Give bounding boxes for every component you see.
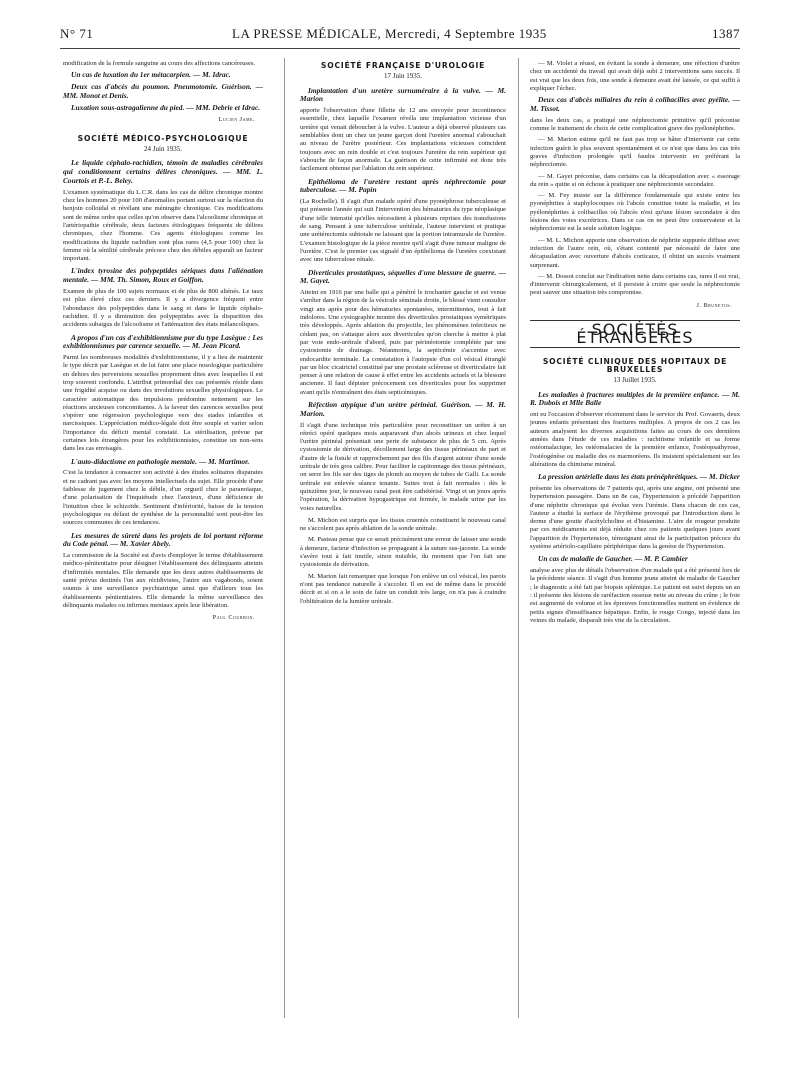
article	[530, 555, 740, 625]
page-number: 1387	[712, 26, 740, 41]
column-1	[63, 60, 263, 633]
discussion-paragraph: M. Michon est surpris que les tissus cruentés constituent le nouveau canal ne s'accolent pas après ablation de la sonde urétrale.	[300, 516, 506, 533]
society-heading: SOCIÉTÉ CLINIQUE DES HOPITAUX DE BRUXELLES	[542, 356, 728, 374]
article-title: Un cas de luxation du 1er métacarpien. — M. Idrac.	[71, 70, 231, 80]
signature: J. Brunetos.	[696, 301, 732, 309]
article-text: Il s'agit d'une technique très particulière pour reconstituer un urètre à un rétréci opéré quelques mois auparavant d'un abcès urineux et chez lequel l'urètre périnéal présentait une perte de substance de plus de 5 cm. Après cystostomie de dérivation, décollement large des tissus périnéaux de part et d'autre de la fistule et rapprochement par des fils d'argent autour d'une sonde urétrale de très gros calibre. Pour faciliter le capitonnage des tissus périnéaux, on serre les fils sur des tiges de plomb au moyen de tubes de Galli. La sonde urétrale est enlevée séance tenante. Suites tout à fait normales : dès le quinzième jour, le nouveau canal peut être cathétérisé. Vingt et un jours après l'opération, la dérivation hypogastrique est fermée, le malade urine par les voies naturelles.	[300, 421, 506, 512]
article-text: apporte l'observation d'une fillette de 12 ans envoyée pour incontinence essentielle, chez laquelle l'examen révéla une implantation vicieuse d'un uretère qui venait déboucher à la vulve. L'auteur a déjà observé plusieurs cas semblables dont un chez un jeune garçon dont l'uretère anormal s'abouchait au niveau de l'urètre postérieur. Ces implantations vicieuses coïncident toujours avec un rein double et c'est toujours l'uretère du rein supérieur qui s'abouche de façon anormale. La guérison de cette infirmité est donc très facilement obtenue par l'ablation du rein supérieur.	[300, 107, 506, 173]
article-text: analyse avec plus de détails l'observation d'un malade qui a été présenté lors de la précédente séance. Il s'agit d'un homme jeune atteint de maladie de Gaucher ; le diagnostic a été fait par biopsie splénique. Le patient est suivi depuis un an : il présente des lésions de raréfaction osseuse nette au niveau du crâne ; le foie est augmenté de volume et les épreuves fonctionnelles mettent en évidence de petits signes d'insuffisance hépatique. Enfin, le rouge Congo, injecté dans les veines du malade, disparaît très vite de la circulation.	[530, 567, 740, 624]
article-text: La commission de la Société est d'avis d'employer le terme d'établissement médico-pénitentiaire pour désigner l'établissement des délinquants atteints d'infirmités mentales. Elle demande que les deux autres établissements de santé prévus destinés l'un aux récidivistes, l'autre aux vagabonds, soient soumis à une surveillance psychiatrique ainsi que d'ailleurs tous les établissements pénitentiaires. Elle demande la même surveillance des délinquants malades ou infirmes mentaux après leur libération.	[63, 552, 263, 609]
column-divider	[518, 58, 519, 1018]
society-heading: SOCIÉTÉ FRANÇAISE D'UROLOGIE	[320, 61, 486, 70]
signature: Lucien Jame.	[218, 116, 255, 124]
session-date: 24 Juin 1935.	[144, 145, 182, 154]
article	[63, 267, 263, 329]
article-title: La pression artérielle dans les états prénéphrétiques. — M. Dicker	[538, 472, 740, 482]
article-title: Les mesures de sûreté dans les projets de loi portant réforme du Code pénal. — M. Xavier Abely.	[63, 530, 263, 549]
article-title: Epithélioma de l'uretère restant après néphrectomie pour tuberculose. — M. Papin	[300, 176, 506, 195]
society-heading: SOCIÉTÉ MÉDICO-PSYCHOLOGIQUE	[77, 133, 249, 143]
article-title: Les maladies à fractures multiples de la première enfance. — M. R. Dubois et Mlle Balle	[530, 389, 740, 408]
session-date: 13 Juillet 1935.	[613, 376, 657, 385]
column-3	[530, 60, 740, 629]
article	[63, 159, 263, 263]
article	[300, 178, 506, 265]
article-text: Examen de plus de 100 sujets normaux et de plus de 800 aliénés. Le taux est plus élevé chez ces derniers. Il y a divergence fréquent entre l'abondance des polypeptides dans le sang et dans le liquide céphalo-rachidien. Il y a diminution des polypeptides avec la disparition des accidents subaigus de l'alcoolisme et l'atténuation des états mélancoliques.	[63, 288, 263, 329]
paragraph: modification de la formule sanguine au cours des affections cancéreuses.	[63, 60, 256, 67]
article-title: A propos d'un cas d'exhibitionnisme pur du type Lasègue : Les exhibitionnismes par carence sexuelle. — M. Jean Picard.	[63, 332, 263, 351]
article-text: (La Rochelle). Il s'agit d'un malade opéré d'une pyonéphrose tuberculeuse et qui présente l'année qui suit l'intervention des hématuries du type néoplasique d'une telle intensité qu'elles nécessitent à plusieurs reprises des transfusions de sang. Pensant à une tuberculose urétérale, l'auteur intervient et pratique une urétérectomie subtotale ne laissant que la portion intramurale de l'uretère. L'examen histologique de la pièce montre qu'il s'agit d'une tumeur maligne de l'uretère. C'est le premier cas signalé d'un épithélioma de l'uretère coexistant avec une tuberculose rénale.	[300, 198, 506, 264]
article-text: Parmi les nombreuses modalités d'exhibitionnisme, il y a lieu de maintenir le type décrit par Lasègue et de lui faire une place nosologique particulière en dehors des perversions sexuelles proprement dites avec lesquelles il est trop souvent confondu. L'attribut primordial des cas présentés réside dans une frigidité acquise ou dans des involutions sexuelles physiologiques. Le caractère automatique des impulsions prédomine nettement sur les réactions anxieuses concomitantes. A la faveur des carences sexuelles peut s'opérer une régression psychologique vers des stades infantiles et narcissiques. L'appréciation médico-légale doit être souple et varier selon l'importance du déficit mental constaté. La stérilisation, prévue par certaines lois étrangères pour les exhibitionnistes, constitue un non-sens dans les cas envisagés.	[63, 354, 263, 453]
article-title: Le liquide céphalo-rachidien, témoin de maladies cérébrales qui conditionnent certains délires chroniques. — MM. L. Courtois et P.-L. Beley.	[63, 158, 263, 185]
session-date: 17 Juin 1935.	[384, 72, 422, 81]
discussion-paragraph: — M. Marion estime qu'il ne faut pas trop se hâter d'intervenir car cette infection guérit le plus souvent spontanément et ce n'est que dans les cas très graves d'infection prolongée qu'il faudra intervenir en préférant la néphrectomie.	[530, 136, 740, 169]
signature: Paul Courbon.	[212, 614, 255, 622]
article-text: présente les observations de 7 patients qui, après une angine, ont présenté une hypertension passagère. Dans un 8e cas, l'hypertension a précédé l'apparition d'une néphrite chronique qui évolue vers l'urémie. Dans chacun de ces cas, l'auteur a étudié la surface de l'érythème provoqué par l'introduction dans le derme d'une goutte d'acétylcholine et d'histamine. L'aire de rougeur produite par ces médicaments est déjà réduite chez ces patients quelques jours avant l'apparition de l'hypertension, témoignant ainsi de la participation précoce du système artériolo-capillaire périphérique dans la genèse de l'hypertension.	[530, 484, 740, 551]
discussion-paragraph: — M. L. Michon apporte une observation de néphrite suppurée diffuse avec infection de l'autre rein, où, s'étant contenté par nécessité de faire une décapsulation avec ouverture d'abcès corticaux, il obtint un succès vraiment surprenant.	[530, 236, 740, 269]
column-2	[300, 60, 506, 609]
article-title: Un cas de maladie de Gaucher. — M. P. Cambier	[538, 554, 688, 564]
article	[63, 458, 263, 528]
column-divider	[284, 58, 285, 1018]
article	[63, 334, 263, 454]
header-rule	[60, 48, 740, 49]
discussion-paragraph: — M. Violet a réussi, en évitant la sonde à demeure, une réfection d'urètre chez un accidenté du travail qui avait déjà subi 2 interventions sans succès. Il est vrai que les deux fois, une sonde à demeure avait été laissée, ce qui suffit à expliquer l'échec.	[530, 60, 740, 92]
article-title: Luxation sous-astragalienne du pied. — MM. Debrie et Idrac.	[71, 102, 261, 112]
article-title: Réfection atypique d'un urètre périnéal. Guérison. — M. H. Marion.	[300, 399, 506, 418]
article-text: ont eu l'occasion d'observer récemment dans le service du Prof. Govaerts, deux jeunes enfants présentant des fractures multiples. A propos de ces 2 cas les auteurs analysent les diverses acquisitions faites au cours de ces dernières années dans l'étude de ces maladies : rachitisme infantile et sa forme ostéomalacique, les ostéomalacies de la première enfance, l'ostéopsathyrose, l'ostéogénèse ou maladie des os marmoréens. Ils insistent spécialement sur les altérations du chimisme minéral.	[530, 411, 740, 468]
discussion-paragraph: — M. Fey insiste sur la différence fondamentale qui existe entre les pyonéphrites à staphylocoques où l'abcès constitue toute la maladie, et les pyélonéphrites à colibacilles où l'abcès n'est qu'une lésion secondaire à des lésions des voies excrétrices. Dans ce cas on ne peut être conservateur et la néphrectomie est la seule solution logique.	[530, 192, 740, 233]
article	[300, 269, 506, 397]
page-header	[60, 26, 740, 42]
article-text: Atteint en 1916 par une balle qui a pénétré le trochanter gauche et est venue s'arrêter dans la région de la vésicule séminale droite, le blessé vient consulter vingt ans après pour des hématuries spontanées, intermittentes, tout à fait indolores. Une cystographie montre des diverticules prostatiques symétriques très développés. Après ablation du projectile, les phénomènes infectieux ne cédant pas, on s'attaque alors aux diverticules qu'on cherche à mettre à plat par voie endo-urétrale d'abord, puis par périnéotomie complétée par une cystostomie de drainage. Néanmoins, la septicémie s'accentue avec endocardite terminale. La constatation à l'autopsie d'un col vésical étranglé par un bloc cicatriciel constitué par une prostate scléreuse et diverticulaire fait penser à une relation de cause à effet entre les accidents actuels et la blessure ancienne. Il faut dépister précocement ces diverticules pour les supprimer avant qu'ils n'entraînent des états septicémiques.	[300, 289, 506, 396]
article-title: L'index tyrosine des polypeptides sériques dans l'aliénation mentale. — MM. Th. Simon, Roux et Goiffon.	[63, 266, 263, 285]
article	[530, 473, 740, 551]
article-title: Deux cas d'abcès miliaires du rein à colibacilles avec pyélite. — M. Tissot.	[530, 95, 740, 113]
article	[300, 401, 506, 513]
article-title: Implantation d'un uretère surnuméraire à la vulve. — M. Marion	[300, 85, 506, 104]
issue-number: N° 71	[60, 26, 94, 41]
discussion-paragraph: — M. Dossot conclut sur l'indication nette dans certains cas, rares il est vrai, d'intervenir chirurgicalement, et il persiste à croire que seule la néphrectomie peut sauver une situation très compromise.	[530, 272, 740, 297]
article	[63, 532, 263, 611]
article-text: C'est la tendance à consacrer son activité à des études solitaires disparates et ne cadrant pas avec les moyens intellectuels du sujet. Elle procède d'une faiblesse de jugement chez le débile, d'un orgueil chez le paranoïaque, d'une polarisation de l'inquiétude chez l'anxieux, d'une déficience de l'intuition chez le schizoïde. Sentiment d'infériorité, baisse de la tension psychologique ou défaut de synthèse de la personnalité sont peut-être les sources communes de ces tendances.	[63, 469, 263, 527]
journal-title: LA PRESSE MÉDICALE, Mercredi, 4 Septembre 1935	[232, 26, 547, 41]
article-text: dans les deux cas, a pratiqué une néphrectomie primitive qu'il préconise comme le traitement de choix de cette complication grave des pyélonéphrites.	[530, 116, 740, 133]
article-title: Deux cas d'abcès du poumon. Pneumotomie. Guérison. — MM. Monot et Denis.	[63, 82, 263, 100]
article-title: L'auto-didactisme en pathologie mentale. — M. Martimor.	[71, 456, 250, 466]
article-title: Diverticules prostatiques, séquelles d'une blessure de guerre. — M. Gayet.	[300, 267, 506, 286]
article-text: L'examen systématique du L.C.R. dans les cas de délire chronique montre chez les hommes 20 pour 100 d'anomalies portant surtout sur la réaction du benjoin colloïdal et révélant une méningite chronique. Ces modifications sont de même ordre que celles qu'on observe dans l'alcoolisme chronique et l'artériopathie cérébrale, deux facteurs étiologiques fréquents de délires chroniques, chez l'homme. Ces agents étiologiques comme les modifications du liquide rachidien sont plus rares (4,5 pour 100) chez la femme où la sénilité cérébrale précoce chez des débiles apparaît un facteur important.	[63, 188, 263, 263]
article	[300, 87, 506, 174]
section-heading: SOCIÉTÉS ÉTRANGÈRES	[530, 320, 740, 348]
article	[530, 391, 740, 470]
discussion-paragraph: — M. Gayet préconise, dans certains cas la décapsulation avec « essorage du rein » quitte si on échoue à pratiquer une néphrectomie secondaire.	[530, 172, 740, 188]
discussion-paragraph: M. Marion fait remarquer que lorsque l'on enlève un col vésical, les parois n'ont pas tendance naturelle à s'accoler. Il en est de même dans le procédé décrit et si on a le soin de faire un conduit très large, on n'a pas à craindre l'oblitération de la lumière urétrale.	[300, 572, 506, 605]
discussion-paragraph: M. Pasteau pense que ce serait précisément une erreur de laisser une sonde à demeure, facteur d'infection se propageant à la suture sus-jacente. La sonde s'avère tout à fait inutile, sinon nuisible, du moment que l'on fait une cystostomie de dérivation.	[300, 536, 506, 569]
